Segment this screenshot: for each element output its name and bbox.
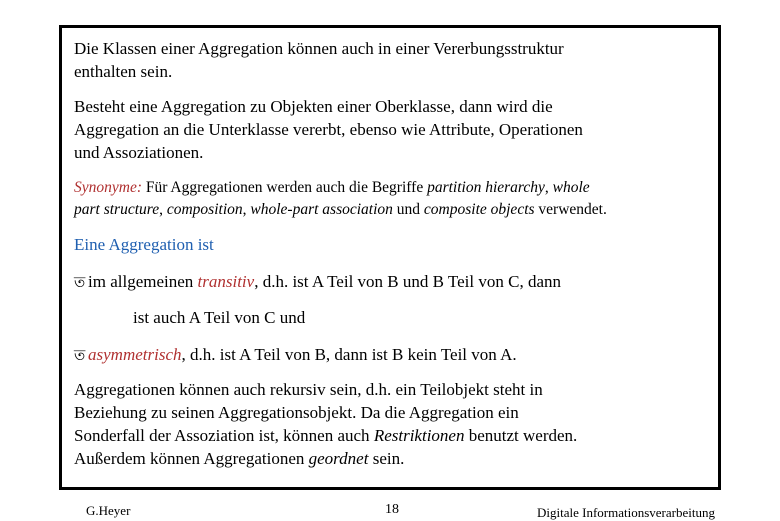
term-transitive: transitiv — [197, 272, 255, 291]
text-line: Aggregationen können auch rekursiv sein, d.h. ein Teilobjekt steht in — [74, 380, 543, 399]
heading-aggregation: Eine Aggregation ist — [74, 235, 214, 254]
term-restrictions: Restriktionen — [373, 426, 465, 445]
paragraph-recursive — [74, 378, 724, 470]
text-run: benutzt werden. — [464, 426, 578, 445]
term-composition: composition — [166, 201, 243, 218]
bullet-icon: ত — [74, 275, 86, 291]
text-run: verwendet. — [534, 201, 607, 218]
footer-course: Digitale Informationsverarbeitung — [537, 505, 715, 520]
text-run: im allgemeinen — [88, 272, 198, 291]
text-line — [74, 447, 724, 470]
term-whole-part-association: whole-part association — [250, 201, 393, 218]
text-run: und — [392, 201, 424, 218]
text-run: Außerdem können Aggregationen — [74, 449, 309, 468]
text-run: , — [242, 201, 251, 218]
bullet-transitive-continuation: ist auch A Teil von C und — [133, 308, 306, 327]
text-run: , d.h. ist A Teil von B und B Teil von C, dann — [254, 272, 561, 291]
bullet-transitive — [74, 270, 724, 295]
text-run: sein. — [368, 449, 405, 468]
paragraph-synonyms — [74, 177, 724, 221]
text-line: Besteht eine Aggregation zu Objekten einer Oberklasse, dann wird die — [74, 97, 553, 116]
footer-author: G.Heyer — [86, 503, 131, 518]
text-line — [74, 177, 724, 199]
text-line: Die Klassen einer Aggregation können auch in einer Vererbungsstruktur — [74, 39, 564, 58]
term-asymmetric: asymmetrisch — [88, 345, 182, 364]
term-partition-hierarchy: partition hierarchy — [427, 179, 545, 196]
text-line: enthalten sein. — [74, 62, 173, 81]
text-line — [74, 424, 724, 447]
bullet-asymmetric — [74, 343, 724, 368]
term-composite-objects: composite objects — [423, 201, 535, 218]
text-run: , — [159, 201, 167, 218]
text-run: , — [544, 179, 553, 196]
footer-page-number: 18 — [385, 502, 399, 517]
bullet-icon: ত — [74, 348, 86, 364]
text-line: und Assoziationen. — [74, 143, 204, 162]
text-line: Aggregation an die Unterklasse vererbt, ebenso wie Attribute, Operationen — [74, 120, 583, 139]
synonyms-label: Synonyme: — [74, 179, 142, 196]
text-run: Sonderfall der Assoziation ist, können auch — [74, 426, 374, 445]
text-run: , d.h. ist A Teil von B, dann ist B kein Teil von A. — [181, 345, 517, 364]
text-line — [74, 199, 724, 221]
paragraph-inheritance — [74, 37, 724, 83]
text-line: Beziehung zu seinen Aggregationsobjekt. Da die Aggregation ein — [74, 403, 519, 422]
paragraph-superclass — [74, 95, 724, 164]
term-whole: whole — [552, 179, 590, 196]
text-run: Für Aggregationen werden auch die Begriffe — [142, 179, 428, 196]
term-ordered: geordnet — [308, 449, 369, 468]
term-part-structure: part structure — [74, 201, 160, 218]
